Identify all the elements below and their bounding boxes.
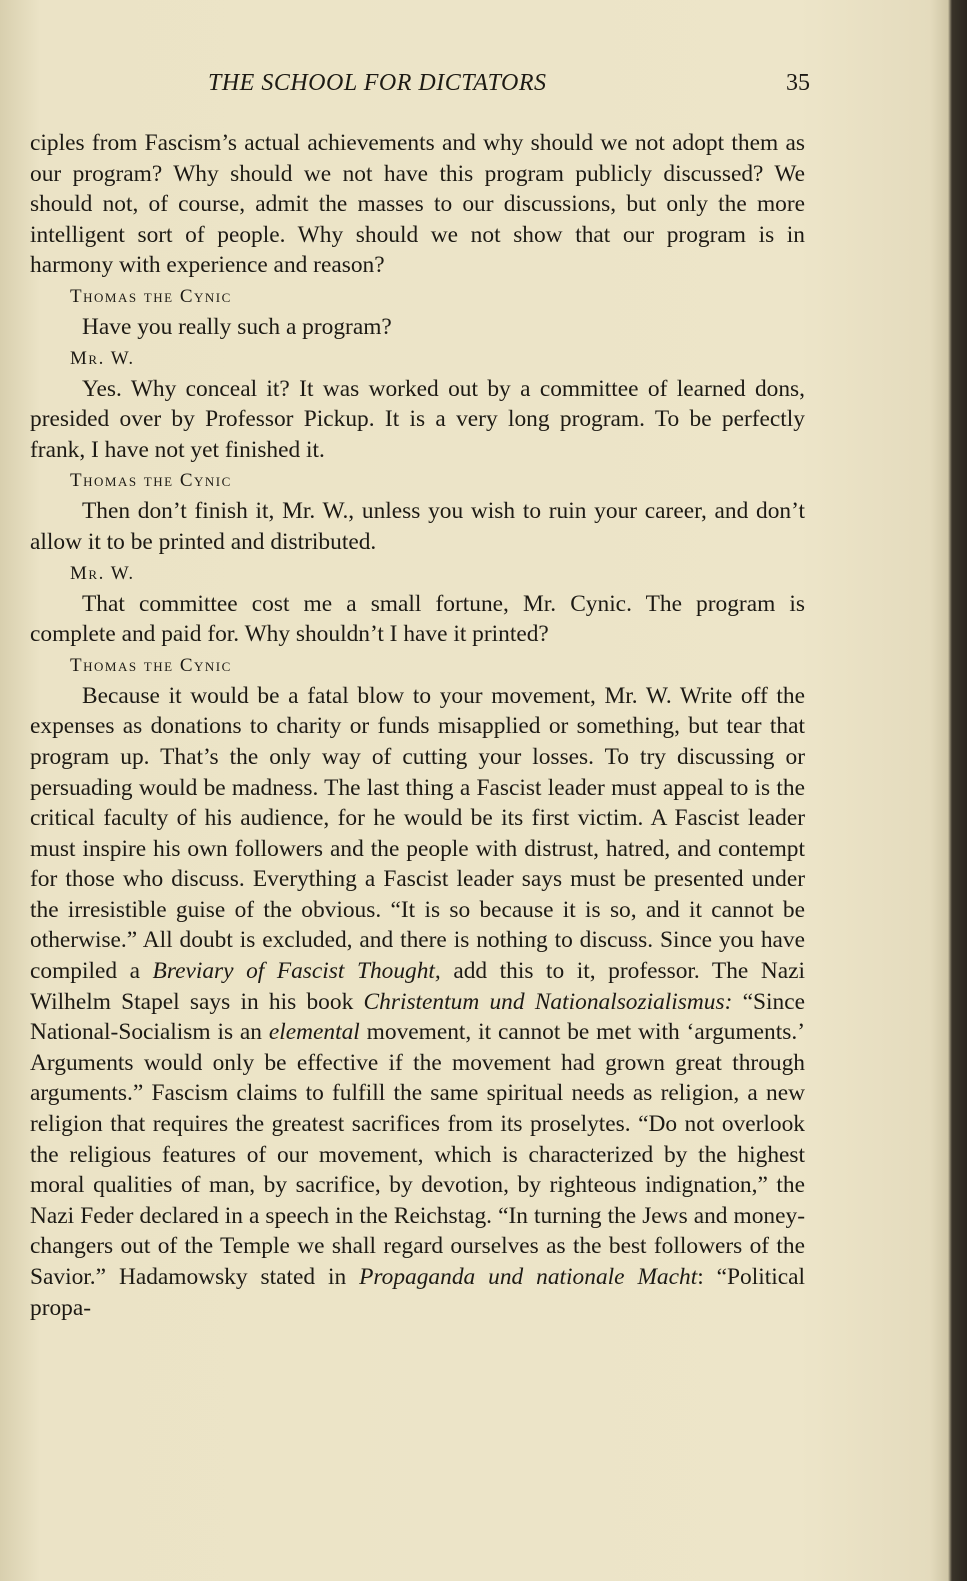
paragraph-text: movement, it cannot be met with ‘arguments.’ Arguments would only be effective if the movement had grown great through arguments.” Fascism claims to fulfill the same spiritual needs as religion, a new religion that requires the greatest sacrifices from its proselytes. “Do not overlook the religious features of our movement, which is characterized by the highest moral qualities of man, by sacrifice, by devotion, by righteous indignation,” the Nazi Feder declared in a speech in the Reichstag. “In turning the Jews and money-changers out of the Temple we shall regard ourselves as the best followers of the Savior.” Hadamowsky stated in [30,1019,805,1290]
speaker-label: Thomas the Cynic [70,470,232,492]
speaker-label: Thomas the Cynic [70,285,232,307]
paragraph: Have you really such a program? [82,313,392,340]
speaker-label: Thomas the Cynic [70,654,232,676]
page-body [30,128,805,1323]
paragraph: That committee cost me a small fortune, Mr. Cynic. The program is complete and paid for. Why shouldn’t I have it printed? [30,590,805,648]
paragraph: Yes. Why conceal it? It was worked out by a committee of learned dons, presided over by Professor Pickup. It is a very long program. To be perfectly frank, I have not yet finished it. [30,375,805,463]
page-header [30,70,810,104]
paragraph: ciples from Fascism’s actual achievements and why should we not adopt them as our program? Why should we not have this program publicly discussed? We should not, of course, admit the masses to our discussions, but only the more intelligent sort of people. Why should we not show that our program is in harmony with experience and reason? [30,130,805,279]
book-title: Christentum und Nationalsozialismus: [363,988,733,1015]
paragraph: Then don’t finish it, Mr. W., unless you wish to ruin your career, and don’t allow it to be printed and distributed. [30,498,805,555]
speaker-label: Mr. W. [70,562,135,584]
paragraph-text: : “Political propa- [30,1264,805,1321]
book-title: Breviary of Fascist Thought, [152,958,441,985]
paragraph-text: “Since National-Socialism is an [30,988,806,1046]
running-head: THE SCHOOL FOR DICTATORS [208,70,547,96]
page-number: 35 [786,70,810,96]
speaker-label: Mr. W. [70,347,135,369]
paragraph [30,681,805,1323]
paragraph-text: Because it would be a fatal blow to your movement, Mr. W. Write off the expenses as donations to charity or funds misapplied or something, but tear that program up. That’s the only way of cutting your losses. To try discussing or persuading would be madness. The last thing a Fascist leader must appeal to is the critical faculty of his audience, for he would be its first victim. A Fascist leader must inspire his own followers and the people with distrust, hatred, and contempt for those who discuss. Everything a Fascist leader says must be presented under the irresistible guise of the obvious. “It is so because it is so, and it cannot be otherwise.” All doubt is excluded, and there is nothing to discuss. Since you have compiled a [30,682,805,985]
book-title: Propaganda und nationale Macht [359,1264,698,1290]
emphasis: elemental [268,1019,360,1046]
paragraph-text: add this to it, professor. The Nazi Wilhelm Stapel says in his book [30,958,805,1015]
